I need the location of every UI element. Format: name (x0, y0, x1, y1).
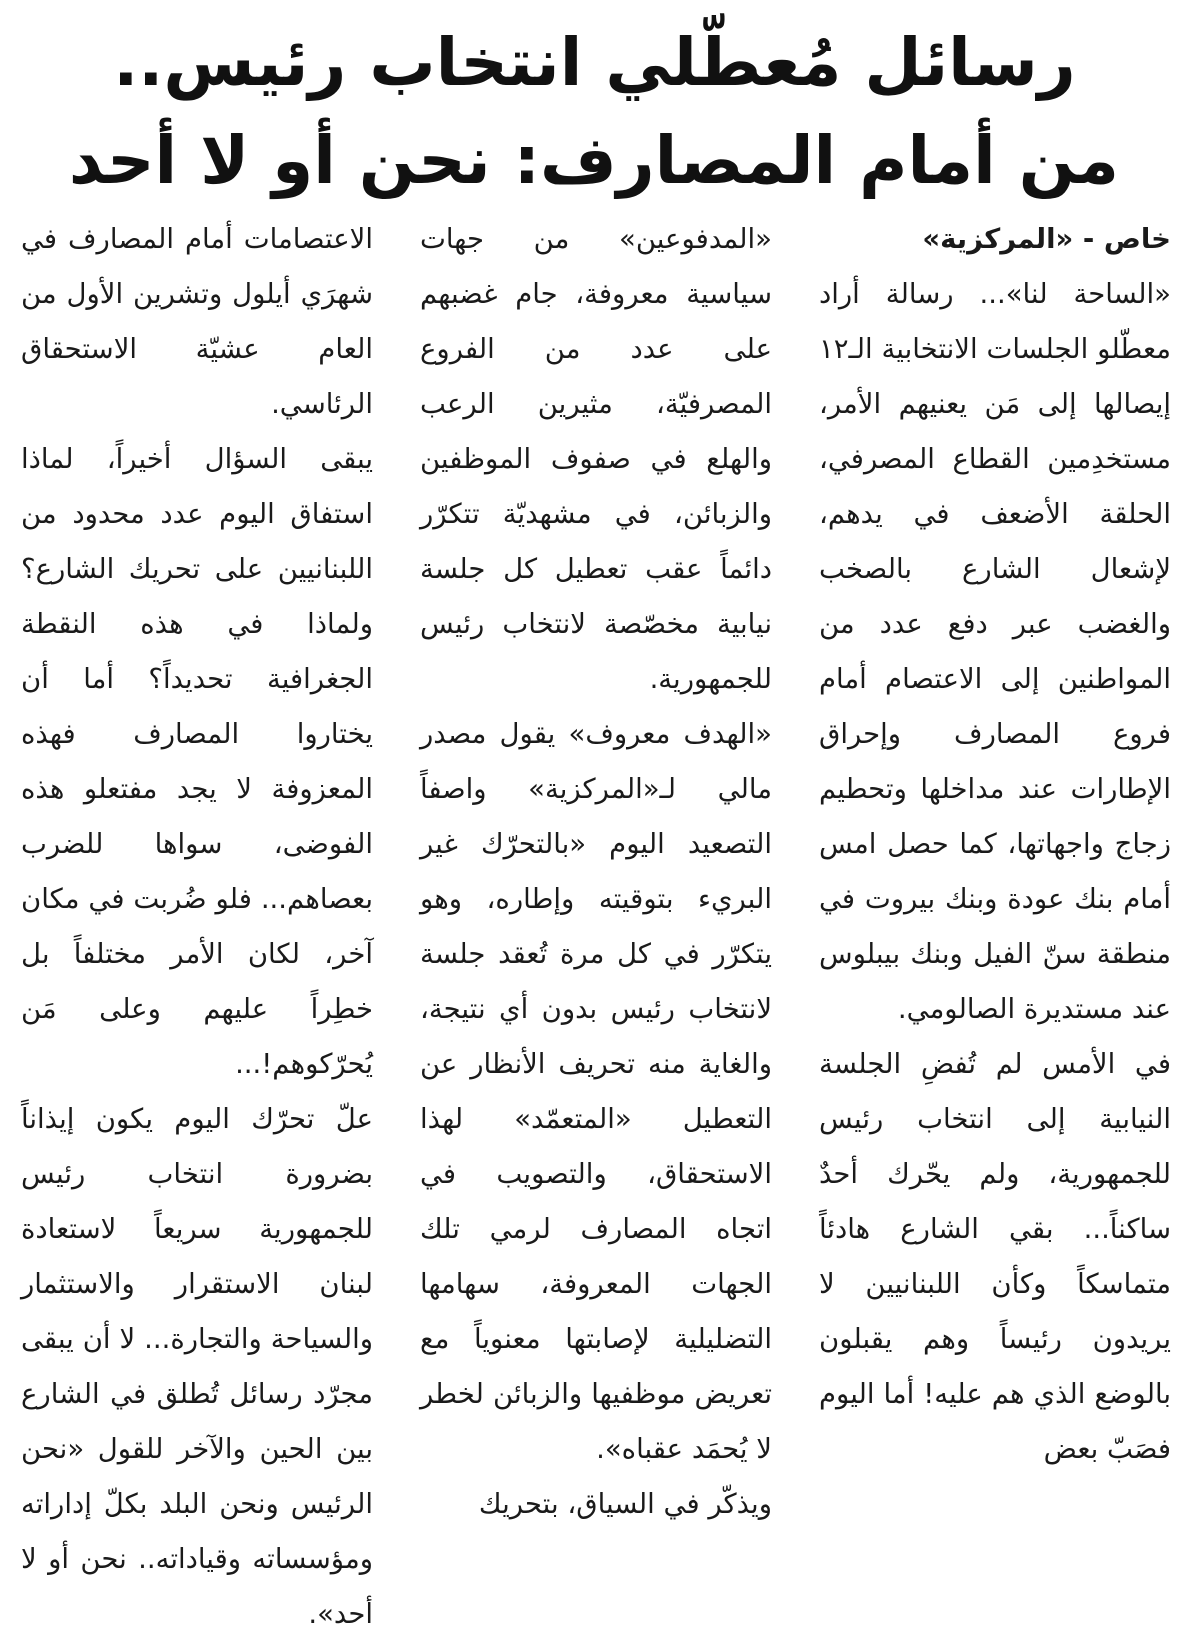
paragraph: علّ تحرّك اليوم يكون إيذاناً بضرورة انتخاب رئيس للجمهورية سريعاً لاستعادة لبنان الاستقرار والاستثمار والسياحة والتجارة... لا أن يبقى مجرّد رسائل تُطلق في الشارع بين الحين والآخر للقول «نحن الرئيس ونحن البلد بكلّ إداراته ومؤسساته وقياداته.. نحن أو لا أحد». (21, 1103, 373, 1630)
headline (70, 14, 1119, 210)
headline-line-1: رسائل مُعطّلي انتخاب رئيس.. (113, 24, 1076, 101)
column-3 (21, 212, 373, 1630)
paragraph: ويذكّر في السياق، بتحريك (478, 1488, 772, 1520)
byline: خاص - «المركزية» (922, 223, 1171, 255)
paragraph: «الهدف معروف» يقول مصدر مالي لـ«المركزية» واصفاً التصعيد اليوم «بالتحرّك غير البريء بتوقيته وإطاره، وهو يتكرّر في كل مرة تُعقد جلسة لانتخاب رئيس بدون أي نتيجة، والغاية منه تحريف الأنظار عن التعطيل «المتعمّد» لهذا الاستحقاق، والتصويب في اتجاه المصارف لرمي تلك الجهات المعروفة، سهامها التضليلية لإصابتها معنوياً مع تعريض موظفيها والزبائن لخطر لا يُحمَد عقباه». (420, 718, 772, 1465)
column-1 (819, 212, 1171, 1465)
paragraph: في الأمس لم تُفضِ الجلسة النيابية إلى انتخاب رئيس للجمهورية، ولم يحّرك أحدٌ ساكناً... بقي الشارع هادئاً متماسكاً وكأن اللبنانيين لا يريدون رئيساً وهم يقبلون بالوضع الذي هم عليه! أما اليوم فصَبّ بعض (819, 1048, 1171, 1465)
headline-line-2: من أمام المصارف: نحن أو لا أحد (68, 122, 1119, 199)
paragraph: الاعتصامات أمام المصارف في شهرَي أيلول وتشرين الأول من العام عشيّة الاستحقاق الرئاسي. (21, 223, 373, 420)
article-body (21, 212, 1171, 1630)
column-2 (420, 212, 772, 1520)
paragraph: يبقى السؤال أخيراً، لماذا استفاق اليوم عدد محدود من اللبنانيين على تحريك الشارع؟ ولماذا في هذه النقطة الجغرافية تحديداً؟ أما أن يختاروا المصارف فهذه المعزوفة لا يجد مفتعلو هذه الفوضى، سواها للضرب بعصاهم... فلو ضُربت في مكان آخر، لكان الأمر مختلفاً بل خطِراً عليهم وعلى مَن يُحرّكوهم!... (21, 443, 373, 1080)
paragraph: «المدفوعين» من جهات سياسية معروفة، جام غضبهم على عدد من الفروع المصرفيّة، مثيرين الرعب والهلع في صفوف الموظفين والزبائن، في مشهديّة تتكرّر دائماً عقب تعطيل كل جلسة نيابية مخصّصة لانتخاب رئيس للجمهورية. (420, 223, 772, 695)
paragraph: «الساحة لنا»... رسالة أراد معطّلو الجلسات الانتخابية الـ١٢ إيصالها إلى مَن يعنيهم الأمر، مستخدِمين القطاع المصرفي، الحلقة الأضعف في يدهم، لإشعال الشارع بالصخب والغضب عبر دفع عدد من المواطنين إلى الاعتصام أمام فروع المصارف وإحراق الإطارات عند مداخلها وتحطيم زجاج واجهاتها، كما حصل امس أمام بنك عودة وبنك بيروت في منطقة سنّ الفيل وبنك بيبلوس عند مستديرة الصالومي. (819, 278, 1171, 1025)
